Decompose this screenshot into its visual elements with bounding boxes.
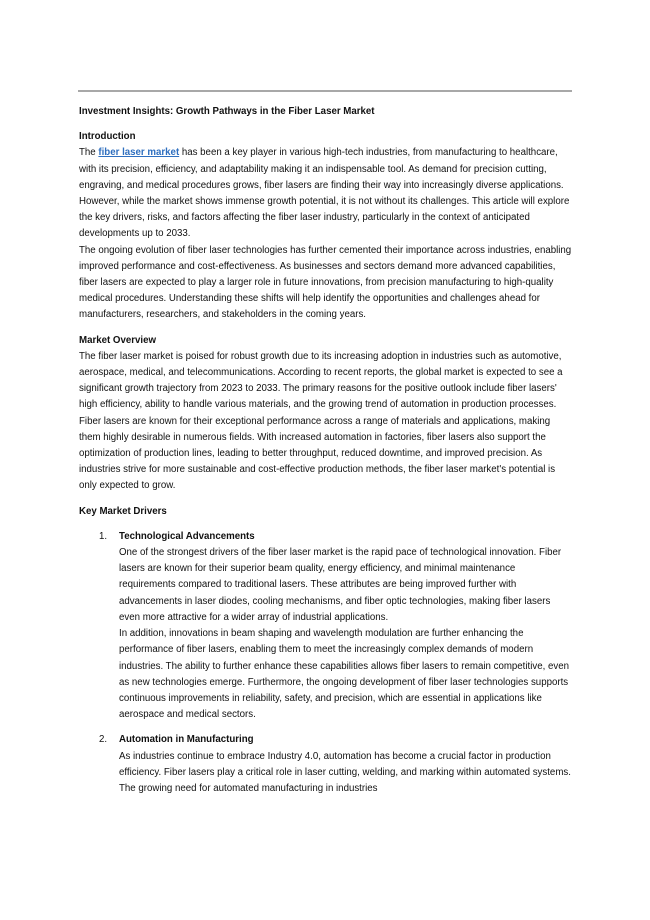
list-item-title: Technological Advancements <box>119 530 255 542</box>
list-item-number: 1. <box>99 530 108 542</box>
key-drivers-list <box>79 529 573 797</box>
list-item <box>79 529 573 723</box>
introduction-paragraph-2: The ongoing evolution of fiber laser technologies has further cemented their importance across industries, enabling improved performance and cost-effectiveness. As businesses and sectors demand more advanced capabilities, fiber lasers are expected to play a larger role in future innovations, from precision manufacturing to high-quality medical procedures. Understanding these shifts will help identify the opportunities and challenges ahead for manufacturers, researchers, and stakeholders in the coming years. <box>79 244 572 321</box>
market-overview-paragraph-2: Fiber lasers are known for their exceptional performance across a range of materials and applications, making them highly desirable in numerous fields. With increased automation in factories, fiber lasers also support the optimization of production lines, leading to better throughput, reduced downtime, and improved precision. As industries strive for more sustainable and cost-effective production methods, the fiber laser market's potential is only expected to grow. <box>79 415 556 492</box>
header-rule <box>78 90 572 92</box>
list-item-paragraph: One of the strongest drivers of the fiber laser market is the rapid pace of technological innovation. Fiber lasers are known for their superior beam quality, energy efficiency, and minimal maintenance requirements compared to traditional lasers. These attributes are being improved further with advancements in laser diodes, cooling mechanisms, and fiber optic technologies, making fiber lasers even more attractive for a wider array of industrial applications. <box>119 547 562 623</box>
list-item-paragraph: In addition, innovations in beam shaping and wavelength modulation are further enhancing the performance of fiber lasers, enabling them to meet the increasingly complex demands of modern industries. The ability to further enhance these capabilities allows fiber lasers to remain competitive, even as new technologies emerge. Furthermore, the ongoing development of fiber laser technologies supports continuous improvements in reliability, safety, and precision, which are essential in applications like aerospace and medical sectors. <box>119 628 569 721</box>
key-drivers-heading: Key Market Drivers <box>79 505 167 517</box>
document-body <box>79 104 573 797</box>
list-item <box>79 732 573 797</box>
market-overview-heading: Market Overview <box>79 334 157 346</box>
fiber-laser-market-link[interactable]: fiber laser market <box>98 147 180 159</box>
list-item-title: Automation in Manufacturing <box>119 734 254 746</box>
list-item-paragraph: As industries continue to embrace Industry 4.0, automation has become a crucial factor in production efficiency. Fiber lasers play a critical role in laser cutting, welding, and marking within automated systems. The growing need for automated manufacturing in industries <box>119 750 571 794</box>
document-title: Investment Insights: Growth Pathways in the Fiber Laser Market <box>79 106 375 117</box>
introduction-heading: Introduction <box>79 131 136 143</box>
list-item-number: 2. <box>99 734 108 746</box>
introduction-paragraph-1: The fiber laser market has been a key player in various high-tech industries, from manufacturing to healthcare, with its precision, efficiency, and adaptability making it an indispensable tool. As demand for precision cutting, engraving, and medical procedures grows, fiber lasers are finding their way into increasingly diverse applications. However, while the market shows immense growth potential, it is not without its challenges. This article will explore the key drivers, risks, and factors affecting the fiber laser industry, particularly in the context of anticipated developments up to 2033. <box>79 147 570 240</box>
market-overview-paragraph-1: The fiber laser market is poised for robust growth due to its increasing adoption in industries such as automotive, aerospace, medical, and telecommunications. According to recent reports, the global market is expected to see a significant growth trajectory from 2023 to 2033. The primary reasons for the positive outlook include fiber lasers' high efficiency, ability to handle various materials, and the growing trend of automation in production processes. <box>79 350 563 411</box>
